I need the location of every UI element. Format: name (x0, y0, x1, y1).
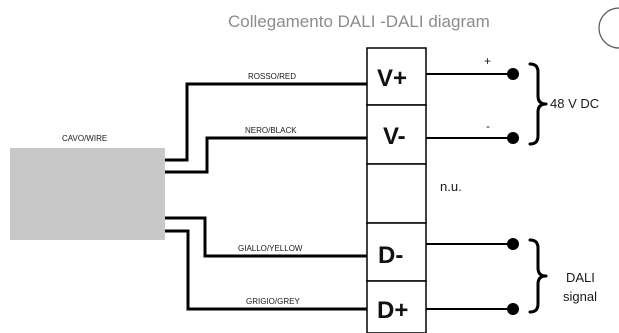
terminal-label-v-plus: V+ (377, 65, 408, 92)
supply-brace (530, 64, 546, 144)
wire-label-grey: GRIGIO/GREY (246, 297, 300, 306)
terminal-label-d-plus: D+ (377, 297, 409, 324)
diagram-title: Collegamento DALI -DALI diagram (228, 12, 490, 31)
cable-block (10, 148, 165, 240)
terminal-dot-d-plus (507, 303, 519, 315)
dali-label-line1: DALI (566, 270, 595, 285)
supply-label: 48 V DC (550, 96, 600, 111)
wire-label-red: ROSSO/RED (248, 72, 297, 81)
wire-black (165, 138, 368, 172)
terminal-label-d-minus: D- (378, 242, 404, 269)
not-used-label: n.u. (440, 179, 462, 194)
terminal-nu (367, 164, 426, 223)
dali-label-line2: signal (563, 289, 597, 304)
terminal-dot-plus (507, 68, 519, 80)
dali-brace (530, 240, 546, 312)
terminal-dot-d-minus (507, 238, 519, 250)
terminal-dot-minus (507, 132, 519, 144)
wire-red (165, 84, 368, 160)
minus-sign: - (486, 119, 490, 133)
terminal-label-v-minus: V- (383, 123, 406, 150)
plus-sign: + (484, 54, 492, 68)
corner-circle-icon (599, 8, 619, 48)
wire-label-yellow: GIALLO/YELLOW (238, 244, 303, 253)
wire-label-black: NERO/BLACK (245, 126, 297, 135)
cable-label: CAVO/WIRE (62, 134, 108, 143)
